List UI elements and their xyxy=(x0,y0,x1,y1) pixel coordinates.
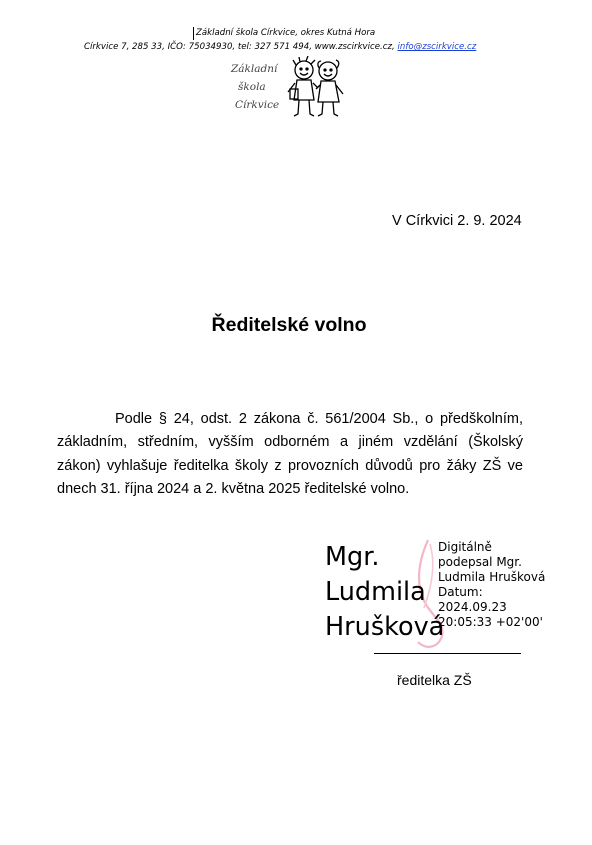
header-contact-text: Církvice 7, 285 33, IČO: 75034930, tel: 327 571 494, www.zscirkvice.cz, xyxy=(84,42,398,52)
document-title: Ředitelské volno xyxy=(211,314,367,336)
text-cursor xyxy=(193,27,194,40)
header-school-name: Základní škola Církvice, okres Kutná Hora xyxy=(196,28,376,38)
signer-role: ředitelka ZŠ xyxy=(397,672,472,688)
children-logo-icon xyxy=(286,56,346,118)
signature-detail-line: podepsal Mgr. xyxy=(438,555,522,569)
email-link[interactable]: info@zscirkvice.cz xyxy=(397,42,477,52)
digital-signature-details[interactable] xyxy=(438,540,545,630)
body-paragraph: Podle § 24, odst. 2 zákona č. 561/2004 Sb., o předškolním, základním, středním, vyšším odborném a jiném vzdělání (Školský zákon) vyhlašuje ředitelka školy z provozních důvodů pro žáky ZŠ ve dnech 31. října 2024 a 2. května 2025 ředitelské volno. xyxy=(57,411,523,498)
signature-detail-line: Datum: xyxy=(438,585,483,599)
signature-detail-line: 2024.09.23 xyxy=(438,600,507,614)
signer-name-line: Ludmila xyxy=(325,577,426,607)
signature-detail-line: 20:05:33 +02'00' xyxy=(438,615,543,629)
logo-line: škola xyxy=(238,81,266,93)
signature-detail-line: Digitálně xyxy=(438,540,492,554)
header-contact xyxy=(84,42,476,52)
logo-text xyxy=(231,60,279,114)
signer-name-line: Hrušková xyxy=(325,612,445,642)
place-date: V Církvici 2. 9. 2024 xyxy=(392,213,522,229)
signer-name xyxy=(325,540,444,645)
signature-detail-line: Ludmila Hrušková xyxy=(438,570,546,584)
logo-line: Církvice xyxy=(235,99,280,111)
signer-name-line: Mgr. xyxy=(325,542,380,572)
logo-line: Základní xyxy=(231,63,278,75)
signature-line xyxy=(374,653,521,654)
